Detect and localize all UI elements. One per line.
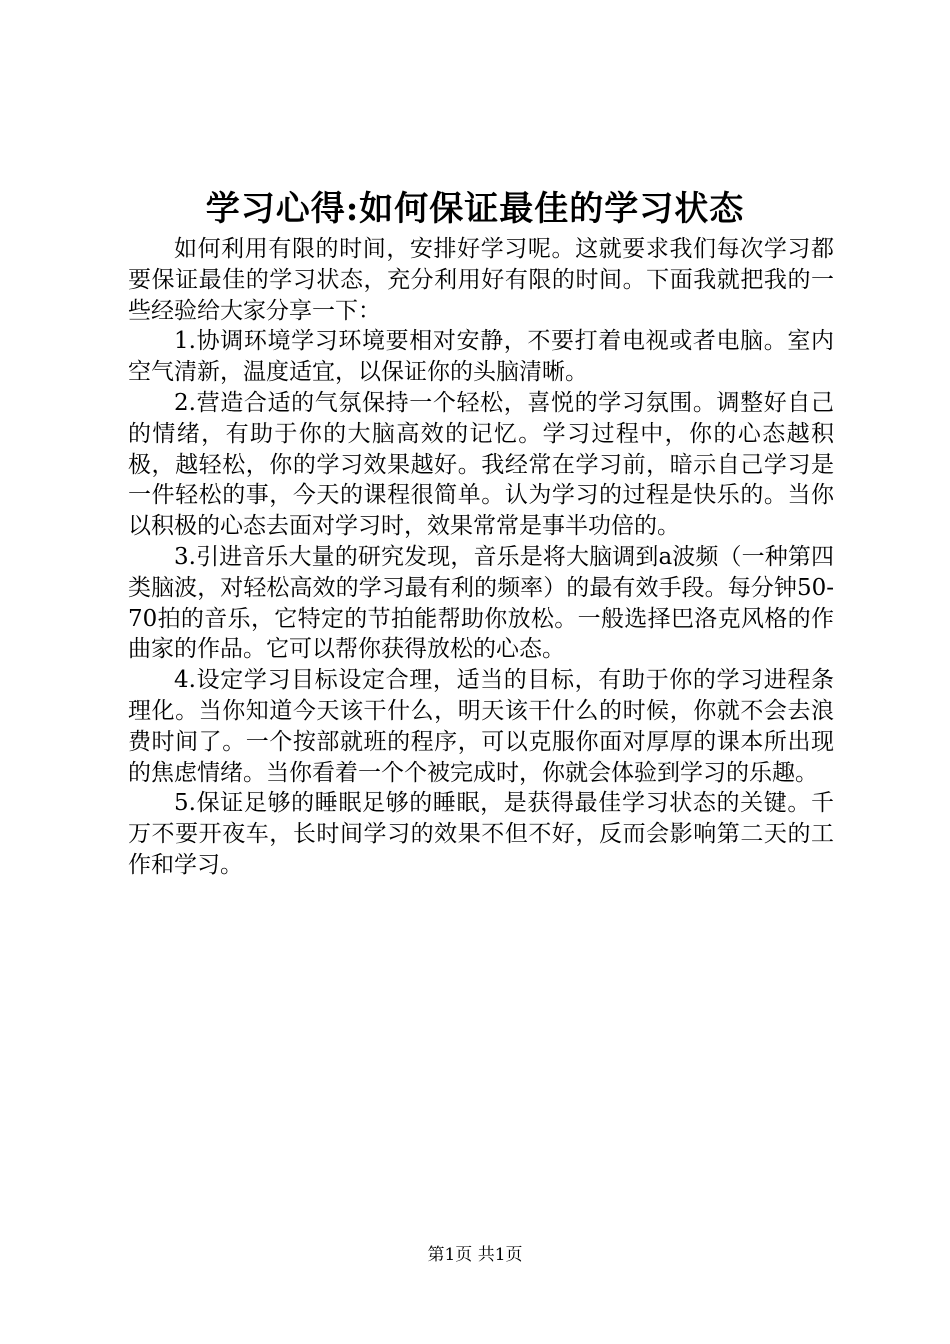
paragraph-music: 3.引进音乐大量的研究发现，音乐是将大脑调到a波频（一种第四类脑波，对轻松高效的学习最有利的频率）的最有效手段。每分钟50-70拍的音乐，它特定的节拍能帮助你放松。一般选择巴洛克风格的作曲家的作品。它可以帮你获得放松的心态。 <box>128 543 834 663</box>
page-number-footer: 第1页 共1页 <box>427 1245 523 1265</box>
paragraph-atmosphere: 2.营造合适的气氛保持一个轻松，喜悦的学习氛围。调整好自己的情绪，有助于你的大脑高效的记忆。学习过程中，你的心态越积极，越轻松，你的学习效果越好。我经常在学习前，暗示自己学习是一件轻松的事，今天的课程很简单。认为学习的过程是快乐的。当你以积极的心态去面对学习时，效果常常是事半功倍的。 <box>128 389 834 540</box>
paragraph-sleep: 5.保证足够的睡眠足够的睡眠，是获得最佳学习状态的关键。千万不要开夜车，长时间学习的效果不但不好，反而会影响第二天的工作和学习。 <box>128 790 834 878</box>
paragraph-environment: 1.协调环境学习环境要相对安静，不要打着电视或者电脑。室内空气清新，温度适宜，以保证你的头脑清晰。 <box>128 328 834 386</box>
document-body <box>128 234 834 881</box>
paragraph-goals: 4.设定学习目标设定合理，适当的目标，有助于你的学习进程条理化。当你知道今天该干什么，明天该干什么的时候，你就不会去浪费时间了。一个按部就班的程序，可以克服你面对厚厚的课本所出现的焦虑情绪。当你看着一个个被完成时，你就会体验到学习的乐趣。 <box>128 667 834 786</box>
paragraph-intro: 如何利用有限的时间，安排好学习呢。这就要求我们每次学习都要保证最佳的学习状态，充分利用好有限的时间。下面我就把我的一些经验给大家分享一下： <box>128 236 834 324</box>
document-title: 学习心得:如何保证最佳的学习状态 <box>205 189 745 229</box>
